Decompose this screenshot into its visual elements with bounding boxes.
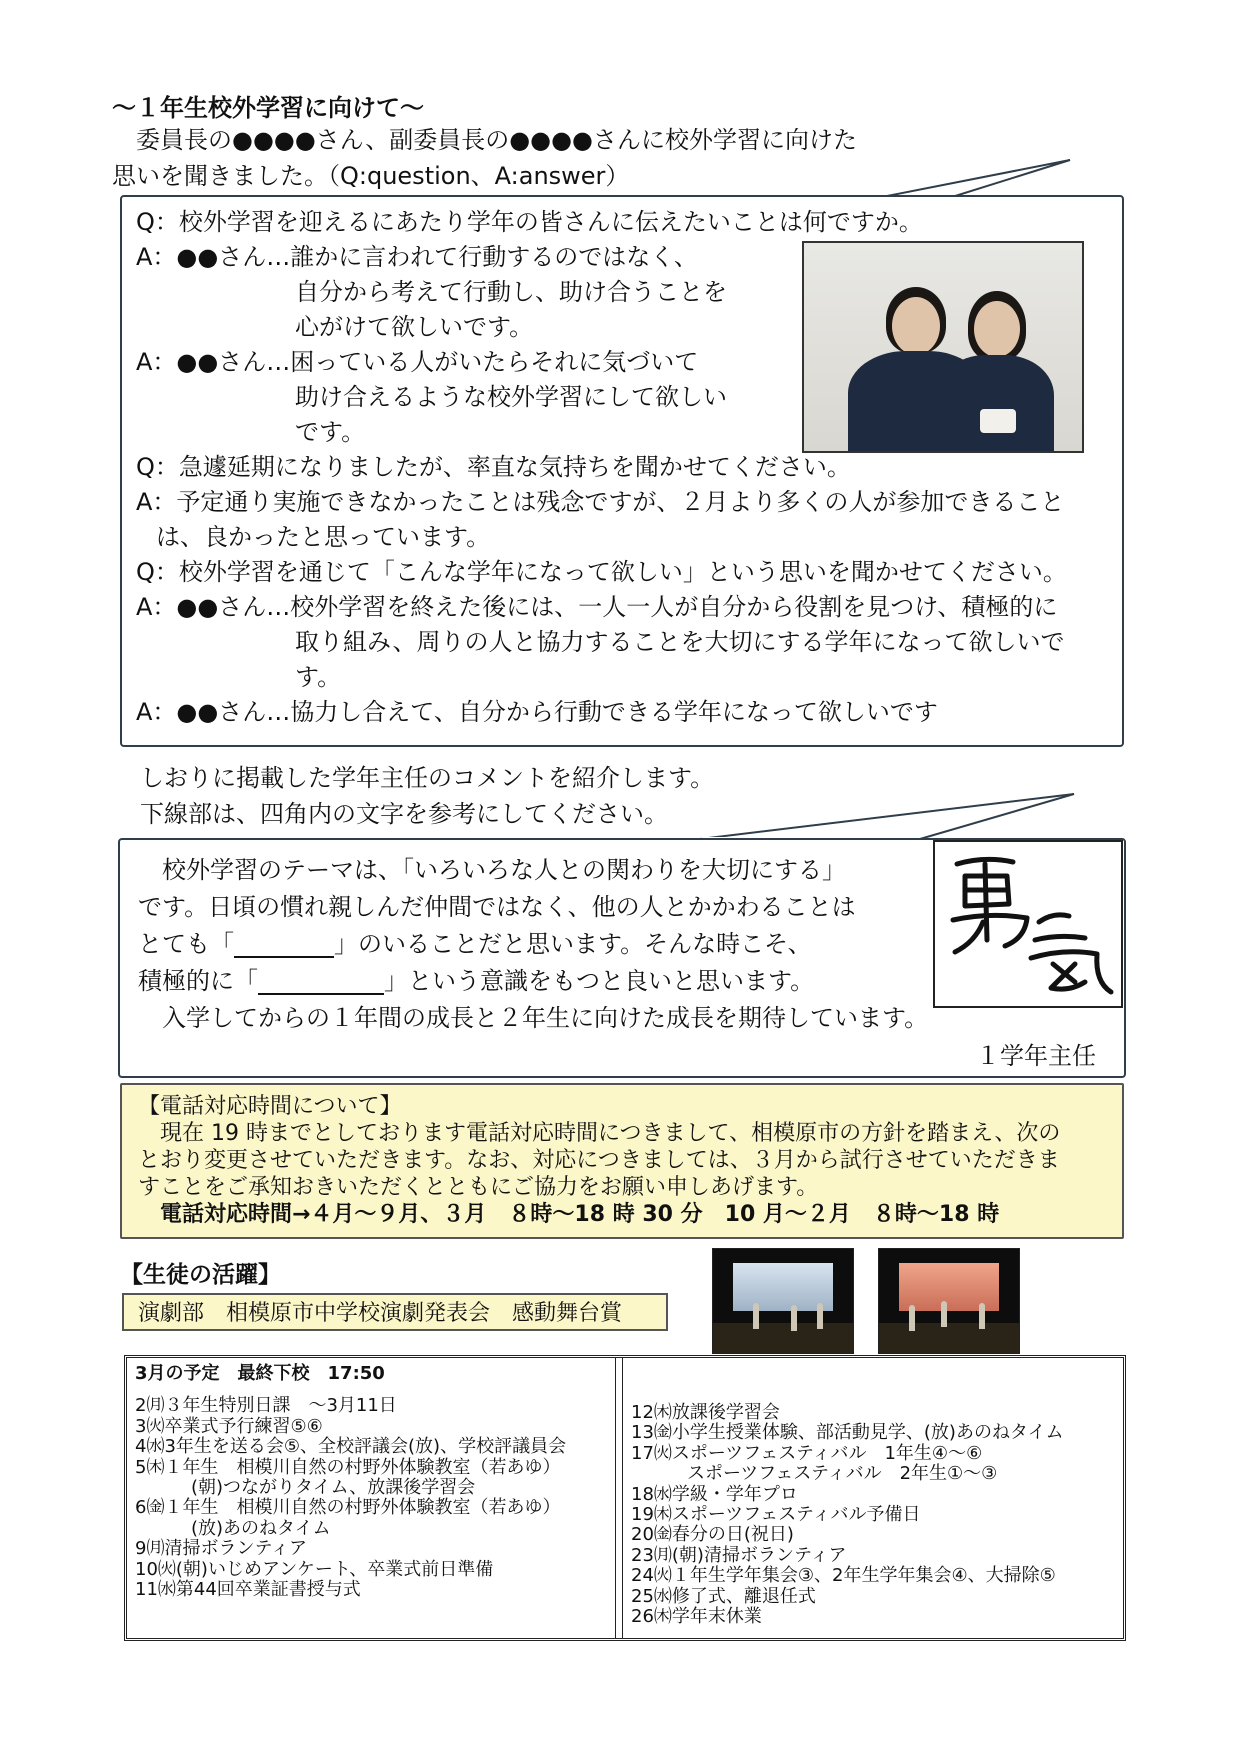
qa-line: Q：校外学習を迎えるにあたり学年の皆さんに伝えたいことは何ですか。	[136, 208, 923, 236]
interview-photo	[802, 241, 1084, 453]
calligraphy-image	[933, 840, 1123, 1008]
comment-line	[138, 926, 928, 963]
stage-photo-2	[878, 1248, 1020, 1354]
interview-box	[120, 195, 1124, 747]
qa-line: A：●●さん…困っている人がいたらそれに気づいて	[136, 348, 699, 376]
stage-floor	[879, 1323, 1019, 1353]
comment-fragment: とても「	[138, 930, 234, 958]
student-face	[892, 297, 940, 355]
activity-title: 【生徒の活躍】	[120, 1262, 281, 1288]
notice-line: すことをご承知おきいただくとともにご協力をお願い申しあげます。	[138, 1175, 819, 1200]
notice-title: 【電話対応時間について】	[138, 1094, 402, 1119]
schedule-left-column	[135, 1364, 566, 1600]
schedule-title: 3月の予定 最終下校 17:50	[135, 1363, 385, 1384]
actor	[791, 1305, 797, 1331]
schedule-item: 23㈪(朝)清掃ボランティア	[631, 1544, 847, 1566]
qa-line: 助け合えるような校外学習にして欲しい	[295, 383, 727, 411]
calligraphy-brush-icon	[935, 842, 1121, 1006]
schedule-divider	[615, 1358, 623, 1638]
schedule-item: (放)あのねタイム	[191, 1517, 331, 1539]
notice-line: 現在 19 時までとしております電話対応時間につきまして、相模原市の方針を踏まえ、次の	[160, 1121, 1061, 1146]
club-award: 演劇部 相模原市中学校演劇発表会 感動舞台賞	[122, 1293, 668, 1331]
student-right	[936, 355, 1054, 451]
intro-line-1: 委員長の●●●●さん、副委員長の●●●●さんに校外学習に向けた	[136, 126, 857, 154]
schedule-item: 11㈬第44回卒業証書授与式	[135, 1579, 361, 1601]
qa-line: A：●●さん…協力し合えて、自分から行動できる学年になって欲しいです	[136, 698, 938, 726]
comment-intro-line-1: しおりに掲載した学年主任のコメントを紹介します。	[140, 764, 715, 792]
qa-line: 心がけて欲しいです。	[295, 313, 534, 341]
schedule-item: 24㈫１年生学年集会③、2年生学年集会④、大掃除⑤	[631, 1565, 1056, 1587]
comment-fragment: 」という意識をもつと良いと思います。	[384, 967, 815, 995]
comment-line: 入学してからの１年間の成長と２年生に向けた成長を期待しています。	[162, 1004, 929, 1032]
teacher-comment-text	[138, 852, 928, 1037]
qa-line: 自分から考えて行動し、助け合うことを	[295, 278, 727, 306]
phone-hours: 電話対応時間→４月～９月、３月 ８時～18 時 30 分 10 月～２月 ８時～18 時	[160, 1202, 1000, 1227]
qa-line: A：予定通り実施できなかったことは残念ですが、２月より多くの人が参加できること	[136, 488, 1065, 516]
comment-line: 校外学習のテーマは、「いろいろな人との関わりを大切にする」	[162, 856, 846, 884]
schedule-item: 4㈬3年生を送る会⑤、全校評議会(放)、学校評議員会	[135, 1436, 567, 1458]
qa-line: です。	[295, 418, 366, 446]
qa-line: A：●●さん…誰かに言われて行動するのではなく、	[136, 243, 698, 271]
teacher-comment-box	[118, 838, 1126, 1078]
schedule-item: スポーツフェスティバル 2年生①～③	[687, 1463, 998, 1485]
qa-line: 取り組み、周りの人と協力することを大切にする学年になって欲しいで	[295, 628, 1065, 656]
actor	[753, 1303, 759, 1329]
actor	[909, 1305, 915, 1331]
student-face	[974, 301, 1020, 357]
schedule-item: 5㈭１年生 相模川自然の村野外体験教室（若あゆ）	[135, 1456, 561, 1478]
schedule-item: 3㈫卒業式予行練習⑤⑥	[135, 1415, 323, 1437]
comment-intro-line-2: 下線部は、四角内の文字を参考にしてください。	[140, 800, 668, 828]
schedule-item: 19㈭スポーツフェスティバル予備日	[631, 1504, 921, 1526]
schedule-item: 17㈫スポーツフェスティバル 1年生④～⑥	[631, 1442, 983, 1464]
comment-line: です。日頃の慣れ親しんだ仲間ではなく、他の人とかかわることは	[138, 893, 856, 921]
schedule-right-list	[631, 1403, 1064, 1627]
schedule-item: 10㈫(朝)いじめアンケート、卒業式前日準備	[135, 1558, 494, 1580]
phone-notice-text	[138, 1093, 1060, 1228]
hands	[980, 409, 1016, 433]
signature: １学年主任	[976, 1042, 1096, 1070]
schedule-item: 13㈮小学生授業体験、部活動見学、(放)あのねタイム	[631, 1422, 1064, 1444]
comment-fragment: 」のいることだと思います。そんな時こそ、	[334, 930, 812, 958]
march-schedule	[124, 1355, 1126, 1641]
schedule-item: 25㈬修了式、離退任式	[631, 1585, 816, 1607]
comment-line	[138, 963, 928, 1000]
schedule-item: 26㈭学年末休業	[631, 1606, 762, 1628]
stage-photo-1	[712, 1248, 854, 1354]
schedule-item: 2㈪３年生特別日課 ～3月11日	[135, 1395, 397, 1417]
qa-line: A：●●さん…校外学習を終えた後には、一人一人が自分から役割を見つけ、積極的に	[136, 593, 1058, 621]
notice-line: とおり変更させていただきます。なお、対応につきましては、３月から試行させていただきま	[138, 1148, 1060, 1173]
fill-in-blank	[258, 969, 384, 995]
actor	[817, 1303, 823, 1329]
schedule-left-list	[135, 1396, 566, 1600]
schedule-item: 18㈬学級・学年プロ	[631, 1483, 798, 1505]
qa-line: Q：校外学習を通じて「こんな学年になって欲しい」という思いを聞かせてください。	[136, 558, 1067, 586]
schedule-item: 12㈭放課後学習会	[631, 1402, 780, 1423]
actor	[941, 1301, 947, 1327]
intro-line-2: 思いを聞きました。（Q:question、A:answer）	[112, 162, 630, 190]
schedule-item: 6㈮１年生 相模川自然の村野外体験教室（若あゆ）	[135, 1497, 561, 1519]
schedule-item: (朝)つながりタイム、放課後学習会	[191, 1477, 476, 1499]
section-heading: ～１年生校外学習に向けて～	[112, 94, 424, 122]
stage-floor	[713, 1323, 853, 1353]
comment-fragment: 積極的に「	[138, 967, 258, 995]
schedule-item: 9㈪清掃ボランティア	[135, 1538, 308, 1560]
fill-in-blank	[234, 932, 334, 958]
qa-line: は、良かったと思っています。	[156, 523, 491, 551]
schedule-item: 20㈮春分の日(祝日)	[631, 1524, 794, 1546]
qa-line: Q：急遽延期になりましたが、率直な気持ちを聞かせてください。	[136, 453, 851, 481]
actor	[979, 1303, 985, 1329]
phone-hours-notice	[120, 1083, 1124, 1239]
qa-line: す。	[295, 663, 342, 691]
